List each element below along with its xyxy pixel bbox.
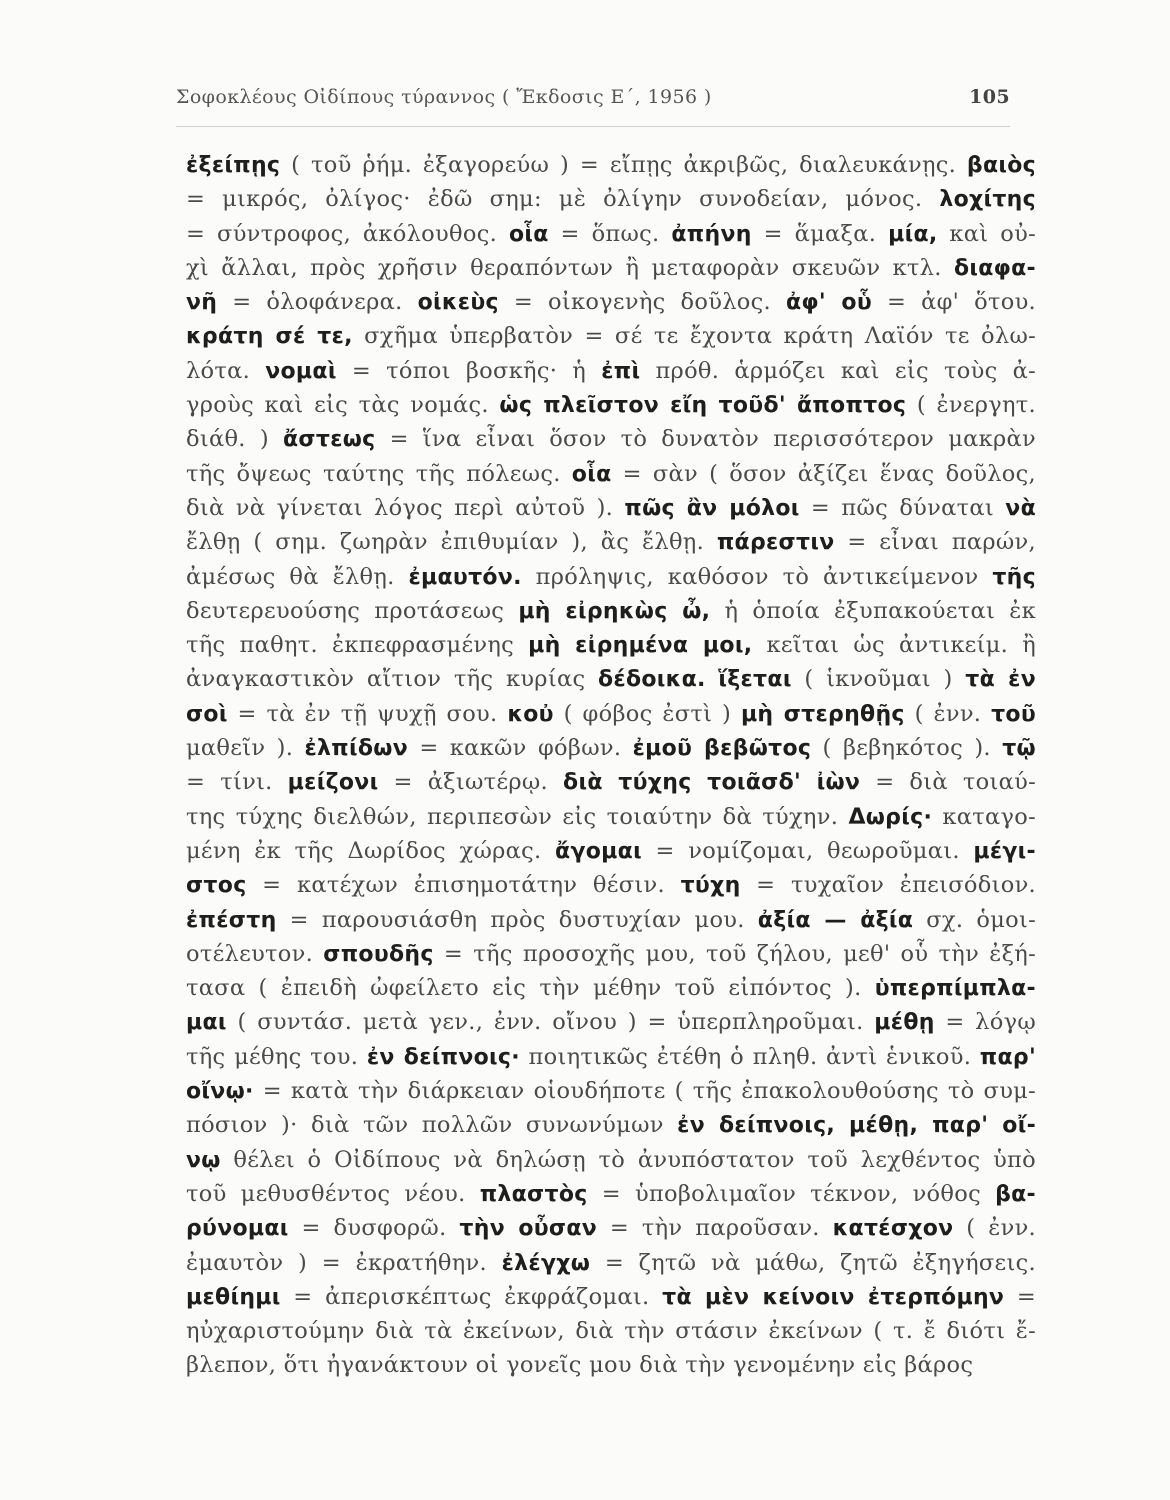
gloss-text: χὶ ἄλλαι, πρὸς χρῆσιν θεραπόντων ἢ μεταφορὰν σκευῶν κτλ. <box>186 254 954 281</box>
gloss-text: = ἀφ' ὅτου. <box>871 289 1036 316</box>
gloss-text: = κατὰ τὴν διάρκειαν οἱουδήποτε ( τῆς ἐπακολουθούσης τὸ συμ- <box>253 1078 1036 1105</box>
text-line <box>186 868 1036 902</box>
gloss-text: ἡ ὁποία ἐξυπακούεται ἐκ <box>710 597 1036 624</box>
gloss-text: ἐμαυτὸν ) = ἐκρατήθην. <box>186 1249 502 1276</box>
lemma-term: οἷα <box>508 221 549 247</box>
text-line <box>186 525 1036 559</box>
gloss-text: οτέλευτον. <box>186 940 324 967</box>
text-line <box>186 1074 1036 1108</box>
text-line <box>186 148 1036 182</box>
gloss-text: = ἀπερισκέπτως ἐκφράζομαι. <box>280 1283 663 1310</box>
lemma-term: μέθῃ <box>874 1010 935 1036</box>
lemma-term: ἀφ' οὗ <box>785 290 872 316</box>
gloss-text: = τὰ ἐν τῇ ψυχῇ σου. <box>227 700 508 727</box>
lemma-term: ὡς πλεῖστον εἴη τοῦδ' ἄποπτος <box>499 393 907 419</box>
lemma-term: μὴ εἰρημένα μοι, <box>528 633 753 659</box>
lemma-term: ἐν δείπνοις· <box>366 1044 520 1070</box>
gloss-text: σχῆμα ὑπερβατὸν = σέ τε ἔχοντα κράτη Λαϊόν τε ὀλω- <box>352 323 1036 350</box>
gloss-text: = κακῶν φόβων. <box>407 735 633 762</box>
text-line <box>186 1314 1036 1348</box>
lemma-term: μία, <box>888 221 938 247</box>
gloss-text: πρόληψις, καθόσον τὸ ἀντικείμενον <box>521 563 993 590</box>
lemma-term: στος <box>186 873 247 899</box>
gloss-text: ( ἐνν. <box>953 1215 1036 1242</box>
text-line <box>186 217 1036 251</box>
lemma-term: οἷα <box>571 461 612 487</box>
gloss-text: ἀμέσως θὰ ἔλθῃ. <box>186 563 409 590</box>
gloss-text: = νομίζομαι, θεωροῦμαι. <box>641 837 974 864</box>
gloss-text: = τὴν παροῦσαν. <box>597 1215 833 1242</box>
gloss-text: ἔλθῃ ( σημ. ζωηρὰν ἐπιθυμίαν ), ἂς ἔλθῃ. <box>186 529 717 556</box>
lemma-term: τύχη <box>680 873 741 899</box>
lemma-term: ἐλπίδων <box>304 736 408 762</box>
body-text <box>186 148 1036 1383</box>
gloss-text: = ἀξιωτέρῳ. <box>378 769 564 796</box>
text-line <box>186 1246 1036 1280</box>
lemma-term: βαιὸς <box>966 153 1036 178</box>
lemma-term: ἐμοῦ βεβῶτος <box>632 736 812 762</box>
lemma-term: κράτη σέ τε, <box>186 324 353 350</box>
lemma-term: ἀπήνη <box>671 221 752 247</box>
gloss-text: πρόθ. ἁρμόζει καὶ εἰς τοὺς ἀ- <box>640 357 1036 384</box>
lemma-term: ἄγομαι <box>555 838 642 864</box>
gloss-text: θέλει ὁ Οἰδίπους νὰ δηλώσῃ τὸ ἀνυπόστατον τοῦ λεχθέντος ὑπὸ <box>220 1146 1036 1173</box>
gloss-text: = μικρός, ὀλίγος· ἐδῶ σημ: μὲ ὀλίγην συνοδείαν, μόνος. <box>186 186 940 213</box>
lemma-term: Δωρίς· <box>848 804 933 830</box>
lemma-term: ὑπερπίμπλα- <box>874 976 1036 1002</box>
gloss-text: = διὰ τοιαύ- <box>860 769 1036 796</box>
gloss-text: της τύχης διελθών, περιπεσὼν εἰς τοιαύτην δὰ τύχην. <box>186 803 849 830</box>
gloss-text: = πῶς δύναται <box>799 494 1006 521</box>
gloss-text: = τυχαῖον ἐπεισόδιον. <box>740 872 1036 899</box>
lemma-term: μέγι- <box>973 838 1036 864</box>
text-line <box>186 800 1036 834</box>
page-number: 105 <box>969 86 1010 108</box>
lemma-term: κοὐ <box>507 701 554 727</box>
gloss-text: τῆς μέθης του. <box>186 1043 367 1070</box>
running-header <box>176 86 1010 108</box>
text-line <box>186 1211 1036 1245</box>
lemma-term: οἰκεὺς <box>417 290 499 316</box>
lemma-term: ἐπέστη <box>186 907 277 933</box>
lemma-term: μεθίημι <box>186 1284 281 1310</box>
lemma-term: βα- <box>995 1181 1036 1207</box>
lemma-term: μὴ στερηθῇς <box>740 701 905 727</box>
gloss-text: καὶ οὐ- <box>937 220 1036 247</box>
gloss-text: = οἰκογενὴς δοῦλος. <box>498 289 786 316</box>
text-line <box>186 251 1036 285</box>
gloss-text: ( συντάσ. μετὰ γεν., ἐνν. οἴνου ) = ὑπερπληροῦμαι. <box>226 1009 875 1036</box>
lemma-term: νὰ <box>1005 495 1036 521</box>
lemma-term: μαι <box>186 1010 227 1036</box>
gloss-text: μαθεῖν ). <box>186 735 305 762</box>
gloss-text: = τῆς προσοχῆς μου, τοῦ ζήλου, μεθ' οὗ τὴν ἐξή- <box>433 940 1036 967</box>
lemma-term: ρύνομαι <box>186 1216 289 1242</box>
lemma-term: μὴ εἰρηκὼς ὦ, <box>518 598 711 624</box>
lemma-term: τῆς <box>992 564 1036 590</box>
lemma-term: διαφα- <box>953 255 1036 281</box>
gloss-text: τασα ( ἐπειδὴ ὠφείλετο εἰς τὴν μέθην τοῦ εἰπόντος ). <box>186 975 875 1002</box>
text-line <box>186 1280 1036 1314</box>
gloss-text: ποιητικῶς ἐτέθη ὁ πληθ. ἀντὶ ἑνικοῦ. <box>519 1043 980 1070</box>
lemma-term: πάρεστιν <box>716 530 835 556</box>
lemma-term: σπουδῆς <box>323 941 434 967</box>
gloss-text: ( βεβηκότος ). <box>811 735 1003 762</box>
text-line <box>186 1143 1036 1177</box>
lemma-term: τὴν οὖσαν <box>459 1216 598 1242</box>
text-line <box>186 971 1036 1005</box>
lemma-term: διὰ τύχης τοιᾶσδ' ἰὼν <box>563 770 861 796</box>
text-line <box>186 662 1036 696</box>
text-line <box>186 1177 1036 1211</box>
lemma-term: μείζονι <box>287 770 379 796</box>
lemma-term: ἀξία — ἀξία <box>757 907 914 933</box>
text-line <box>186 560 1036 594</box>
lemma-term: τοῦ <box>991 701 1036 727</box>
header-rule <box>176 126 1010 127</box>
text-line <box>186 1108 1036 1142</box>
lemma-term: ἵξεται <box>718 667 792 693</box>
gloss-text: = ὁλοφάνερα. <box>217 289 418 316</box>
gloss-text: = εἶναι παρών, <box>834 529 1036 556</box>
header-title: Σοφοκλέους Οἰδίπους τύραννος ( Ἔκδοσις Ε΄, 1956 ) <box>176 86 712 108</box>
gloss-text: βλεπον, ὅτι ἠγανάκτουν οἱ γονεῖς μου διὰ τὴν γενομένην εἰς βάρος <box>186 1352 974 1379</box>
gloss-text: = ὑποβολιμαῖον τέκνον, νόθος <box>587 1180 996 1207</box>
lemma-term: ἐξείπῃς <box>186 153 281 178</box>
gloss-text: ἀναγκαστικὸν αἴτιον τῆς κυρίας <box>186 666 599 693</box>
lemma-term: ἐν δείπνοις, μέθῃ, παρ' οἴ- <box>677 1113 1036 1139</box>
gloss-text: ( ἐνν. <box>904 700 992 727</box>
lemma-term: νῳ <box>186 1147 221 1173</box>
text-line <box>186 319 1036 353</box>
gloss-text: λότα. <box>186 357 266 384</box>
lemma-term: τὰ μὲν κείνοιν ἐτερπόμην <box>662 1284 1005 1310</box>
lemma-term: νομαὶ <box>265 358 337 384</box>
gloss-text: = λόγῳ <box>934 1009 1036 1036</box>
lemma-term: ἄστεως <box>283 427 376 453</box>
gloss-text: καταγο- <box>932 803 1036 830</box>
gloss-text: κεῖται ὡς ἀντικείμ. ἢ <box>752 632 1036 659</box>
lemma-term: παρ' <box>979 1044 1036 1070</box>
lemma-term: τὰ ἐν <box>965 667 1036 693</box>
gloss-text <box>706 666 719 692</box>
gloss-text: = ἵνα εἶναι ὅσον τὸ δυνατὸν περισσότερον μακρὰν <box>375 426 1036 453</box>
text-line <box>186 1005 1036 1039</box>
gloss-text: τῆς ὄψεως ταύτης τῆς πόλεως. <box>186 460 572 487</box>
lemma-term: λοχίτης <box>939 187 1036 213</box>
text-line <box>186 1040 1036 1074</box>
text-line <box>186 354 1036 388</box>
text-line <box>186 594 1036 628</box>
gloss-text: = σύντροφος, ἀκόλουθος. <box>186 220 509 247</box>
gloss-text: τοῦ μεθυσθέντος νέου. <box>186 1180 480 1207</box>
gloss-text: = ζητῶ νὰ μάθω, ζητῶ ἐξηγήσεις. <box>590 1249 1036 1276</box>
gloss-text: ( ἐνεργητ. <box>906 392 1036 419</box>
text-line <box>186 491 1036 525</box>
gloss-text: δευτερευούσης προτάσεως <box>186 597 519 624</box>
gloss-text: = σὰν ( ὅσον ἀξίζει ἕνας δοῦλος, <box>611 460 1036 487</box>
gloss-text: γροὺς καὶ εἰς τὰς νομάς. <box>186 392 500 419</box>
gloss-text: = κατέχων ἐπισημοτάτην θέσιν. <box>246 872 681 899</box>
text-line <box>186 697 1036 731</box>
text-line <box>186 903 1036 937</box>
gloss-text: σχ. ὁμοι- <box>913 906 1036 933</box>
gloss-text: = ὅπως. <box>548 220 672 247</box>
gloss-text: ( τοῦ ῥήμ. ἐξαγορεύω ) = εἴπῃς ἀκριβῶς, διαλευκάνῃς. <box>280 152 967 178</box>
lemma-term: κατέσχον <box>832 1216 954 1242</box>
text-line <box>186 731 1036 765</box>
gloss-text: = παρουσιάσθη πρὸς δυστυχίαν μου. <box>276 906 758 933</box>
text-line <box>186 628 1036 662</box>
lemma-term: ἐπὶ <box>601 358 641 384</box>
lemma-term: τῷ <box>1002 736 1036 762</box>
text-line <box>186 182 1036 216</box>
gloss-text: ( φόβος ἐστὶ ) <box>553 700 741 727</box>
text-line <box>186 834 1036 868</box>
gloss-text: διάθ. ) <box>186 426 283 453</box>
text-line <box>186 422 1036 456</box>
lemma-term: ἐλέγχω <box>501 1250 591 1276</box>
lemma-term: πλαστὸς <box>479 1181 588 1207</box>
lemma-term: ἐμαυτόν. <box>408 564 522 590</box>
lemma-term: οἴνῳ· <box>186 1079 254 1105</box>
gloss-text: πόσιον )· διὰ τῶν πολλῶν συνωνύμων <box>186 1112 678 1139</box>
gloss-text: = τόποι βοσκῆς· ἡ <box>336 357 602 384</box>
text-line <box>186 937 1036 971</box>
gloss-text: = τίνι. <box>186 769 288 796</box>
gloss-text: τῆς παθητ. ἐκπεφρασμένης <box>186 632 529 659</box>
text-line <box>186 765 1036 799</box>
gloss-text: ηὐχαριστούμην διὰ τὰ ἐκείνων, διὰ τὴν στάσιν ἐκείνων ( τ. ἔ διότι ἔ- <box>186 1318 1036 1345</box>
lemma-term: νῆ <box>186 290 218 316</box>
lemma-term: σοὶ <box>186 701 228 727</box>
lemma-term: πῶς ἂν μόλοι <box>624 495 800 521</box>
lemma-term: δέδοικα. <box>598 667 706 693</box>
text-line <box>186 457 1036 491</box>
gloss-text: = <box>1004 1283 1036 1310</box>
text-line <box>186 285 1036 319</box>
gloss-text: = ἅμαξα. <box>751 220 889 247</box>
gloss-text: ( ἱκνοῦμαι ) <box>791 666 966 693</box>
gloss-text: μένη ἐκ τῆς Δωρίδος χώρας. <box>186 837 556 864</box>
gloss-text: διὰ νὰ γίνεται λόγος περὶ αὐτοῦ ). <box>186 494 625 521</box>
text-line <box>186 1348 1036 1382</box>
gloss-text: = δυσφορῶ. <box>288 1215 460 1242</box>
text-line <box>186 388 1036 422</box>
